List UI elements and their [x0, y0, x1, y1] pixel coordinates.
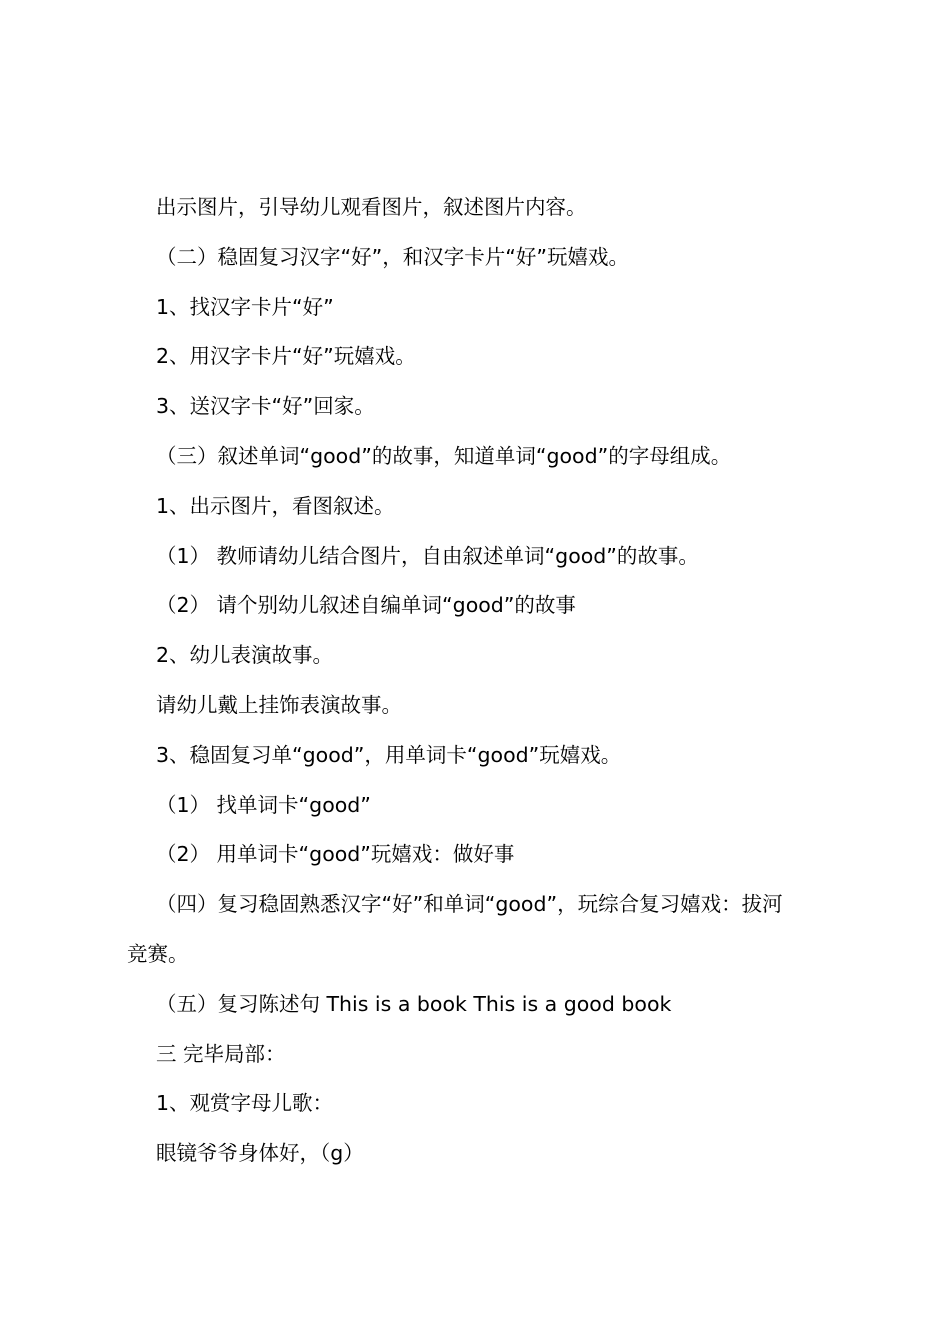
list-item: 3、稳固复习单“good”，用单词卡“good”玩嬉戏。	[156, 742, 622, 767]
list-item: 3、送汉字卡“好”回家。	[156, 394, 375, 419]
list-item: 2、幼儿表演故事。	[156, 643, 334, 668]
paragraph: 出示图片，引导幼儿观看图片，叙述图片内容。	[156, 195, 587, 219]
rhyme-line: 眼镜爷爷身体好，（g）	[156, 1141, 364, 1166]
section-heading-4-continued: 竞赛。	[127, 941, 189, 966]
sub-list-item: （2） 请个别幼儿叙述自编单词“good”的故事	[156, 593, 576, 618]
section-heading-4: （四）复习稳固熟悉汉字“好”和单词“good”，玩综合复习嬉戏：拔河	[156, 892, 783, 917]
part-heading: 三 完毕局部：	[156, 1041, 286, 1066]
list-item: 1、观赏字母儿歌：	[156, 1091, 334, 1116]
document-body	[127, 183, 837, 1179]
section-heading-5: （五）复习陈述句 This is a book This is a good book	[156, 991, 672, 1016]
section-heading-3: （三）叙述单词“good”的故事，知道单词“good”的字母组成。	[156, 443, 732, 468]
section-heading-2: （二）稳固复习汉字“好”，和汉字卡片“好”玩嬉戏。	[156, 244, 629, 269]
sub-list-item: （1） 找单词卡“good”	[156, 792, 371, 817]
sub-list-item: （1） 教师请幼儿结合图片，自由叙述单词“good”的故事。	[156, 543, 699, 568]
sub-list-item: （2） 用单词卡“good”玩嬉戏：做好事	[156, 842, 515, 867]
list-item: 1、找汉字卡片“好”	[156, 294, 334, 319]
list-item: 1、出示图片，看图叙述。	[156, 493, 395, 518]
list-item: 2、用汉字卡片“好”玩嬉戏。	[156, 344, 416, 369]
paragraph: 请幼儿戴上挂饰表演故事。	[156, 692, 402, 717]
